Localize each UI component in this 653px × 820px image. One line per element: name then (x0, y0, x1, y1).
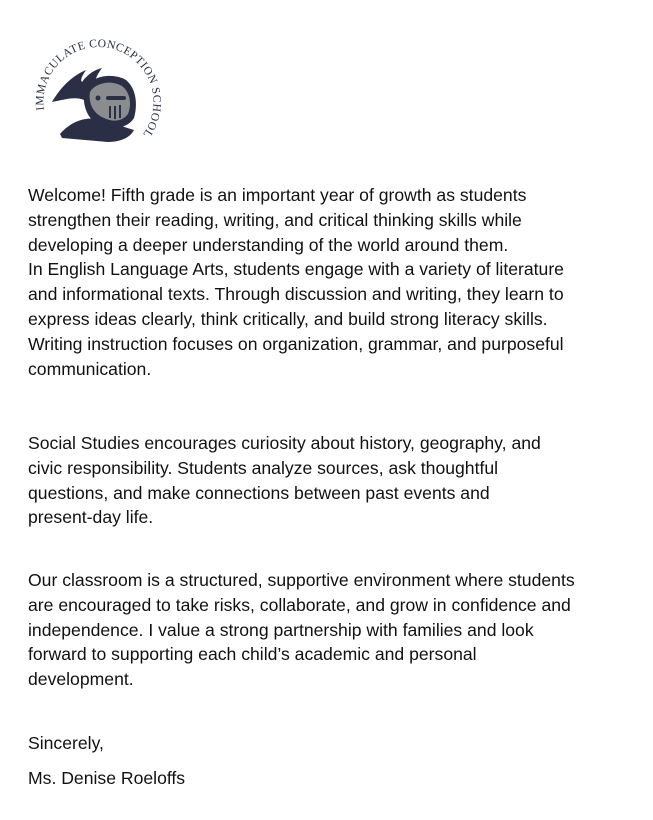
text-line: present-day life. (28, 507, 154, 528)
school-logo (22, 30, 172, 160)
text-line: express ideas clearly, think critically, and build strong literacy skills. (28, 308, 548, 329)
paragraph-classroom (28, 568, 575, 692)
text-line: questions, and make connections between past events and (28, 482, 490, 503)
signature-name: Ms. Denise Roeloffs (28, 768, 186, 788)
text-line: Welcome! Fifth grade is an important year of growth as students (28, 185, 527, 205)
text-line: communication. (28, 358, 152, 379)
text-line: Social Studies encourages curiosity about history, geography, and (28, 433, 541, 453)
text-line: Writing instruction focuses on organization, grammar, and purposeful (28, 333, 564, 354)
text-line: independence. I value a strong partnership with families and look (28, 619, 534, 640)
text-line: strengthen their reading, writing, and critical thinking skills while (28, 209, 522, 230)
text-line: civic responsibility. Students analyze sources, ask thoughtful (28, 457, 499, 478)
text-line: and informational texts. Through discussion and writing, they learn to (28, 284, 564, 305)
paragraph-social-studies (28, 431, 541, 530)
text-line: forward to supporting each child’s academic and personal (28, 644, 477, 665)
paragraph-welcome-ela (28, 183, 564, 381)
text-line: In English Language Arts, students engage with a variety of literature (28, 259, 564, 280)
closing: Sincerely, (28, 733, 104, 753)
text-line: Our classroom is a structured, supportive environment where students (28, 570, 575, 590)
text-line: are encouraged to take risks, collaborate, and grow in confidence and (28, 594, 571, 615)
text-line: development. (28, 669, 134, 690)
text-line: developing a deeper understanding of the world around them. (28, 234, 509, 255)
logo-text: IMMACULATE CONCEPTION SCHOOL (34, 37, 163, 140)
knight-icon (52, 68, 136, 142)
